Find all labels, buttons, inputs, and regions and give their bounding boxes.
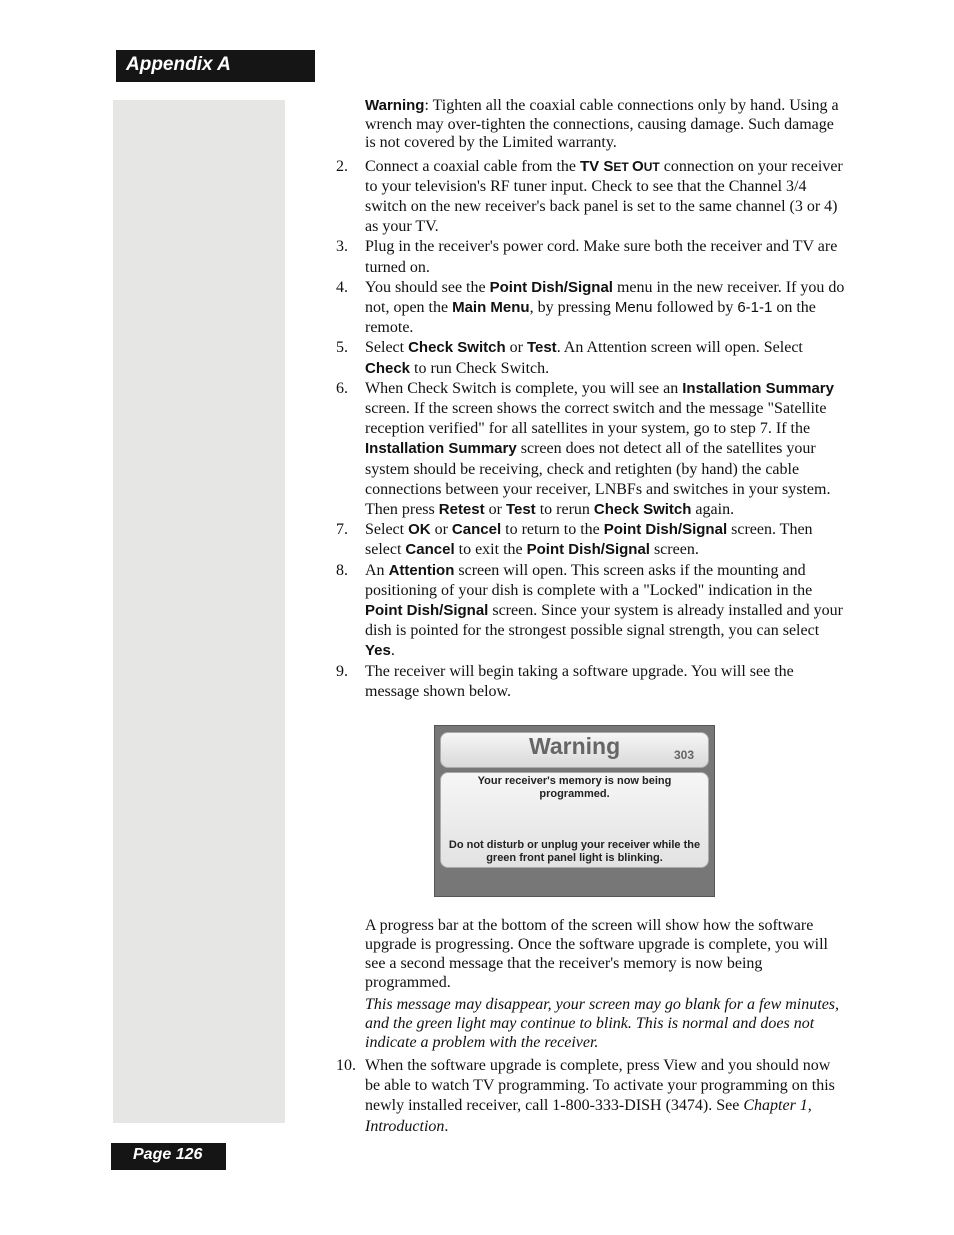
tv-set-out-label [580,158,660,175]
screen-name: Attention [388,561,455,579]
note-paragraph: This message may disappear, your screen may go blank for a few minutes, and the green light may continue to blink. This is normal and does not indicate a problem with the receiver. [365,995,840,1051]
set-rest: ET [613,159,633,174]
screen-name: Point Dish/Signal [603,521,728,539]
step-number: 10. [336,1056,356,1074]
section-header [116,50,315,82]
step-text: on the remote. [365,298,816,337]
step-text: screen will open. This screen asks if the mounting and positioning of your dish is complete with a "Locked" indication in the [365,561,813,599]
option-name: Check [365,359,411,377]
screen-figure [336,725,846,897]
step-text: . An Attention screen will open. Select [556,339,803,357]
screen-title-bar [440,732,709,768]
option-name: Cancel [451,521,502,539]
warning-note [365,97,846,153]
option-name: Test [505,500,536,518]
step-6 [336,379,846,520]
step-text: to return to the [501,521,604,539]
step-text: screen. Since your system is already installed and your dish is pointed for the strongest possible signal strength, you can select [365,601,843,640]
step-8 [336,561,846,662]
step-2 [336,157,846,238]
chapter-reference: Chapter 1, Introduction [365,1097,812,1135]
step-text: or [484,500,506,518]
screen-name: Installation Summary [682,379,834,397]
screen-title: Warning [529,732,621,759]
warning-label: Warning [365,97,425,114]
step-text: to exit the [454,541,527,559]
option-name: Yes [365,642,391,660]
step-text: to run Check Switch. [410,359,550,377]
step-text: , by pressing [529,298,615,316]
step-text: menu in the new receiver. If you do not, open the [365,278,845,316]
remote-button: Menu [614,298,653,316]
section-title: Appendix A [126,54,231,75]
step-text: . [390,642,395,660]
step-text: Plug in the receiver's power cord. Make sure both the receiver and TV are turned on. [365,238,838,276]
step-number: 9. [336,662,348,680]
step-10 [336,1056,846,1137]
step-text: The receiver will begin taking a software upgrade. You will see the message shown below. [365,662,794,700]
screen-message-panel [440,772,709,868]
step-5 [336,338,846,378]
step-text: screen. If the screen shows the correct switch and the message "Satellite reception verified" for all satellites in your system, go to step 7. If the [365,399,827,438]
option-name: OK [408,521,431,539]
screen-message-2: Do not disturb or unplug your receiver while the green front panel light is blinking. [448,838,701,864]
step-text: An [365,561,389,579]
screen-name: Point Dish/Signal [526,541,650,559]
step-number: 7. [336,521,348,539]
menu-name: Main Menu [452,298,530,316]
screen-message-1: Your receiver's memory is now being programmed. [477,774,672,800]
screen-code: 303 [674,747,695,762]
step-text: screen does not detect all of the satellites your system should be receiving, check and retighten (by hand) the cable connections between your receiver, LNBFs and switches in your system. Then press [365,440,831,518]
step-text: to rerun [535,500,594,518]
step-text: Select [365,521,409,539]
step-text: Select [365,339,409,357]
set-s: S [603,157,614,175]
page-number-tab [111,1143,226,1170]
step-4 [336,278,846,339]
option-name: Cancel [405,541,455,559]
step-number: 5. [336,339,348,357]
sidebar-margin [113,100,285,1123]
option-name: Retest [438,500,485,518]
step-9 [336,662,846,702]
menu-name: Point Dish/Signal [489,278,613,296]
out-o: O [632,157,644,175]
step-text: followed by [652,298,738,316]
step-7 [336,520,846,560]
out-rest: UT [643,159,660,174]
option-name: Check Switch [593,500,692,518]
option-name: Check Switch [408,339,506,357]
tv-label: TV [580,157,604,175]
step-3 [336,237,846,277]
step-text: or [430,521,452,539]
progress-paragraph: A progress bar at the bottom of the screen will show how the software upgrade is progressing. Once the software upgrade is complete, you will see a second message that the receiver's memory is now being programmed. [365,916,828,991]
step-text: again. [691,500,735,518]
tv-screen-image [434,725,715,897]
step-text: You should see the [365,278,490,296]
step-text: When Check Switch is complete, you will see an [365,379,683,397]
option-name: Test [526,339,557,357]
step-text: screen. Then select [365,521,813,559]
step-number: 2. [336,157,348,175]
step-text: or [505,339,527,357]
step-number: 6. [336,379,348,397]
step-text: connection on your receiver to your television's RF tuner input. Check to see that the Channel 3/4 switch on the new receiver's back panel is set to the same channel (3 or 4) as your TV. [365,157,843,236]
step-number: 8. [336,561,348,579]
step-number: 3. [336,238,348,256]
step-number: 4. [336,278,348,296]
warning-text: : Tighten all the coaxial cable connections only by hand. Using a wrench may over-tighten the connections, causing damage. Such damage is not covered by the Limited warranty. [365,97,839,151]
screen-name: Point Dish/Signal [365,601,489,619]
screen-name: Installation Summary [365,440,517,458]
step-text: When the software upgrade is complete, press View and you should now be able to watch TV programming. To activate your programming on this newly installed receiver, call 1-800-333-DISH (3474). See [365,1056,835,1115]
page-content [336,97,846,1137]
step-text: screen. [649,541,699,559]
step-text: . [444,1117,449,1135]
remote-keys: 6-1-1 [737,298,773,316]
page-number: Page 126 [133,1146,203,1163]
step-text: Connect a coaxial cable from the [365,157,581,175]
